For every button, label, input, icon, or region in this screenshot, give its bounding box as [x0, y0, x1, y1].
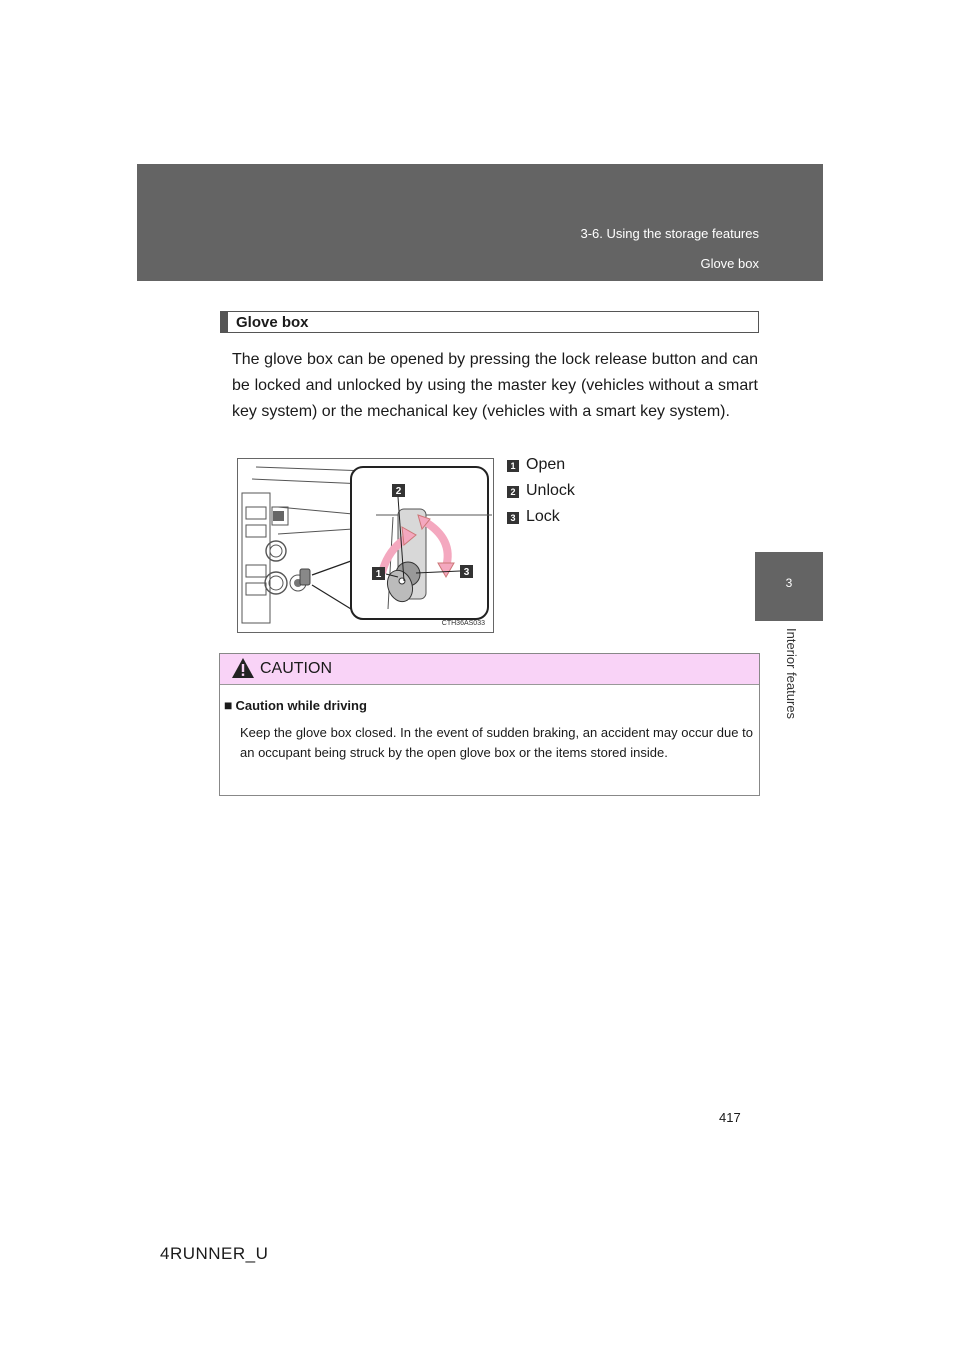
callout-1: 1 — [375, 569, 382, 580]
section-body: The glove box can be opened by pressing the lock release button and can be locked and unlocked by using the master key (vehicles without a smart key system) or the mechanical key (vehicles with a smart key system). — [232, 351, 758, 420]
legend-badge: 1 — [507, 460, 519, 472]
caution-header — [220, 654, 759, 685]
chapter-label: Interior features — [784, 628, 799, 720]
legend-label-lock: Lock — [526, 508, 560, 525]
section-heading — [220, 311, 759, 333]
page-number: 417 — [719, 1110, 741, 1125]
glove-box-illustration — [238, 459, 494, 633]
header-topic: Glove box — [700, 256, 759, 271]
section-heading-bar — [221, 312, 228, 332]
legend-badge: 3 — [507, 512, 519, 524]
caution-subtitle — [224, 697, 367, 713]
legend-label-open: Open — [526, 456, 566, 473]
header-band — [137, 164, 823, 281]
glove-box-figure — [237, 458, 494, 633]
legend-badge: 2 — [507, 486, 519, 498]
callout-2: 2 — [395, 486, 402, 497]
header-section-title: 3-6. Using the storage features — [580, 226, 759, 241]
legend-label-unlock: Unlock — [526, 482, 575, 499]
square-bullet-icon: ■ — [224, 697, 233, 713]
chapter-number: 3 — [785, 576, 793, 590]
section-heading-text: Glove box — [236, 314, 309, 331]
document-code: 4RUNNER_U — [160, 1244, 269, 1263]
caution-title: CAUTION — [260, 660, 332, 677]
callout-3: 3 — [463, 567, 470, 578]
caution-text: Keep the glove box closed. In the event of sudden braking, an accident may occur due to an occupant being struck by the open glove box or the items stored inside. — [240, 725, 753, 760]
caution-subtitle-text: Caution while driving — [235, 698, 367, 713]
caution-box — [219, 653, 760, 796]
figure-code: CTH36AS033 — [441, 620, 485, 627]
warning-triangle-icon — [231, 657, 255, 679]
chapter-tab — [755, 552, 823, 621]
